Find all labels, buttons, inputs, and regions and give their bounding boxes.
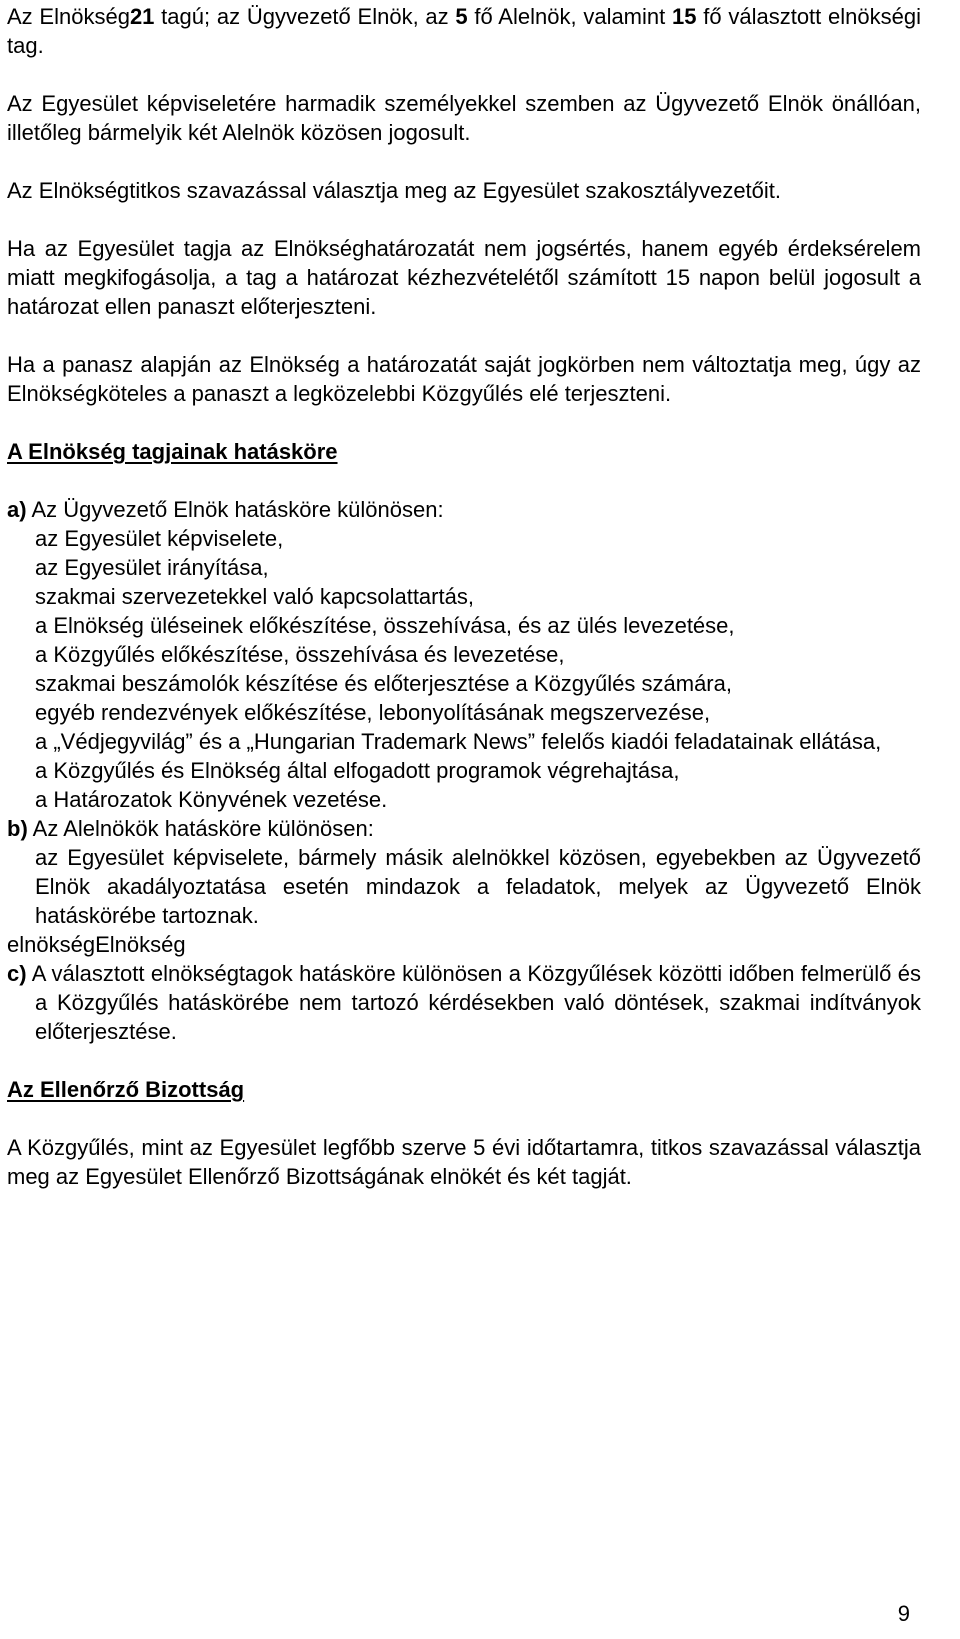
paragraph-complaint: Ha az Egyesület tagja az Elnökséghatározatát nem jogsértés, hanem egyéb érdeksérelem miatt megkifogásolja, a tag a határozat kézhezvételétől számított 15 napon belül jogosult a határozat ellen panaszt előterjeszteni. [7,236,921,319]
section-b-intro [7,814,921,843]
section-b-label: b) [7,816,28,841]
section-heading-board-powers: A Elnökség tagjainak hatásköre [7,439,338,464]
list-item: az Egyesület képviselete, [35,526,284,551]
paragraph-representation: Az Egyesület képviseletére harmadik személyekkel szemben az Ügyvezető Elnök önállóan, illetőleg bármelyik két Alelnök közösen jogosult. [7,91,921,145]
list-item: a Közgyűlés előkészítése, összehívása és levezetése, [35,642,565,667]
section-b-intro-text: Az Alelnökök hatásköre különösen: [27,816,374,841]
section-c-text: A választott elnökségtagok hatásköre különösen a Közgyűlések közötti időben felmerülő és a Közgyűlés hatáskörébe nem tartozó kérdésekben való döntések, szakmai indítványok előterjesztése. [26,961,921,1044]
bold-number: 15 [672,4,697,29]
section-c [7,959,921,1046]
list-item: a Határozatok Könyvének vezetése. [35,787,388,812]
list-item: az Egyesület irányítása, [35,555,269,580]
bold-number: 21 [129,4,155,29]
text-run: Az Elnökség [7,4,130,29]
stray-text: elnökségElnökség [7,932,186,957]
paragraph-complaint-escalation: Ha a panasz alapján az Elnökség a határozatát saját jogkörben nem változtatja meg, úgy az Elnökségköteles a panaszt a legközelebbi Közgyűlés elé terjeszteni. [7,352,921,406]
list-item: szakmai szervezetekkel való kapcsolattartás, [35,584,474,609]
text-run: fő választott elnökségi tag. [7,4,921,58]
section-a-intro [7,495,921,524]
list-item: egyéb rendezvények előkészítése, lebonyolításának megszervezése, [35,700,711,725]
list-item: a „Védjegyvilág” és a „Hungarian Trademark News” felelős kiadói feladatainak ellátása, [35,729,882,754]
paragraph-board-composition [7,2,921,60]
section-a-list [7,524,921,814]
text-run: fő Alelnök, valamint [467,4,673,29]
bold-number: 5 [455,4,468,29]
section-c-label: c) [7,961,27,986]
paragraph-audit-committee: A Közgyűlés, mint az Egyesület legfőbb szerve 5 évi időtartamra, titkos szavazással választja meg az Egyesület Ellenőrző Bizottságának elnökét és két tagját. [7,1135,921,1189]
section-b-list [7,843,921,930]
list-item: az Egyesület képviselete, bármely másik alelnökkel közösen, egyebekben az Ügyvezető Elnök akadályoztatása esetén mindazok a feladatok, melyek az Ügyvezető Elnök hatáskörébe tartoznak. [35,845,921,928]
paragraph-section-leaders: Az Elnökségtitkos szavazással választja meg az Egyesület szakosztályvezetőit. [7,178,782,203]
document-page [7,2,921,1191]
text-run: tagú; az Ügyvezető Elnök, az [154,4,456,29]
section-a-intro-text: Az Ügyvezető Elnök hatásköre különösen: [26,497,444,522]
section-a-label: a) [7,497,27,522]
list-item: a Elnökség üléseinek előkészítése, összehívása, és az ülés levezetése, [35,613,735,638]
list-item: szakmai beszámolók készítése és előterjesztése a Közgyűlés számára, [35,671,732,696]
list-item: a Közgyűlés és Elnökség által elfogadott programok végrehajtása, [35,758,680,783]
page-number: 9 [897,1601,910,1626]
section-heading-audit-committee: Az Ellenőrző Bizottság [7,1077,245,1102]
